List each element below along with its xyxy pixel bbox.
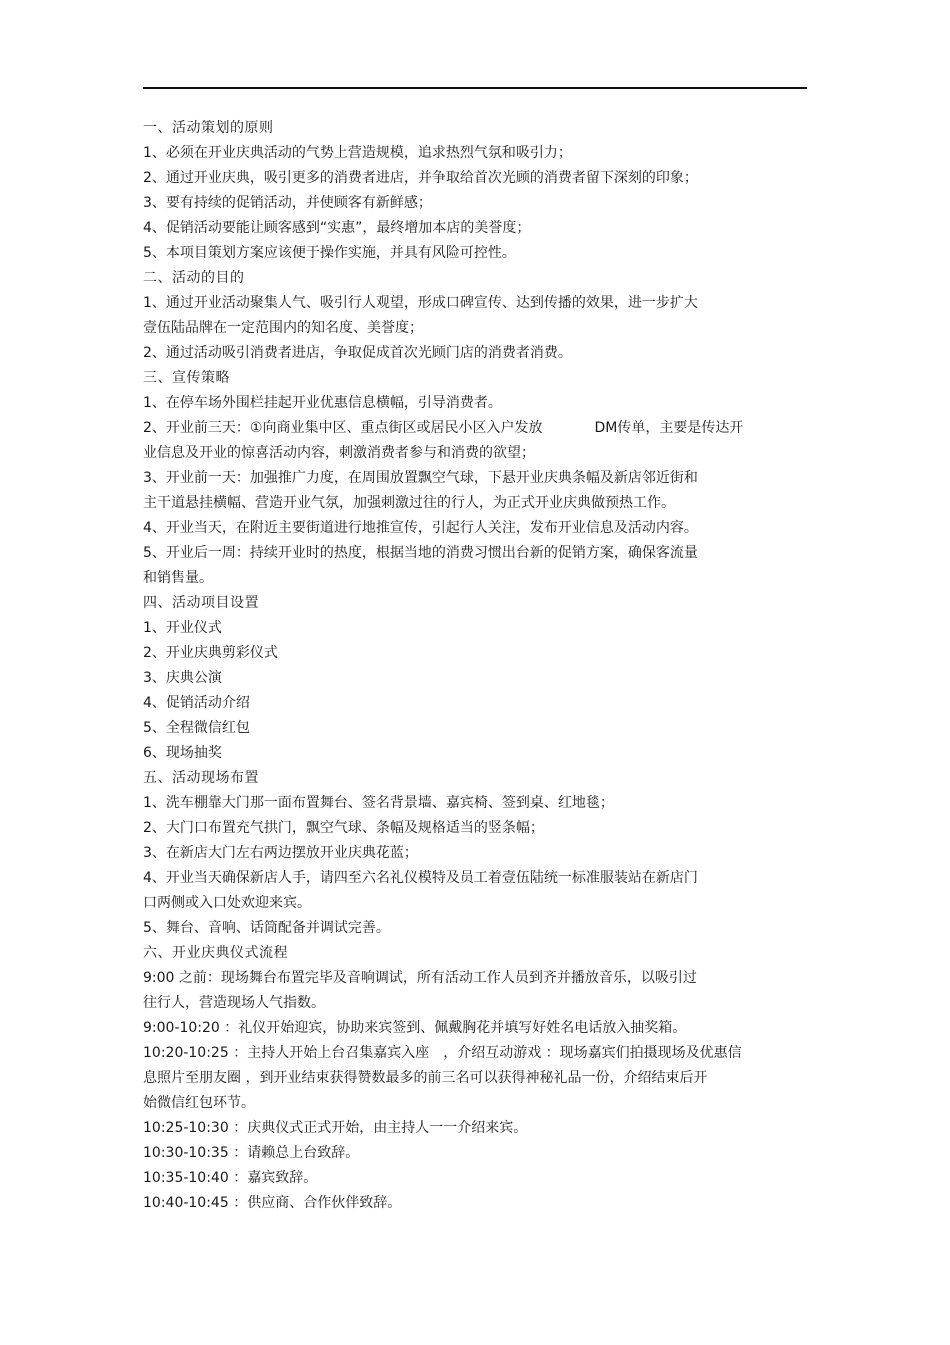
list-item: 3、庆典公演 [143,670,222,686]
document-body [143,116,803,1216]
text-line: 1、洗车棚靠大门那一面布置舞台、签名背景墙、嘉宾椅、签到桌、红地毯； [143,795,614,811]
schedule-line: 10:35-10:40 ：嘉宾致辞。 [143,1170,318,1186]
text-line: 和销售量。 [143,570,213,586]
section-heading-activities: 四、活动项目设置 [143,595,259,611]
text-line: 口两侧或入口处欢迎来宾。 [143,895,311,911]
section-heading-promotion: 三、宣传策略 [143,370,230,386]
section-heading-layout: 五、活动现场布置 [143,770,259,786]
text-line-split [143,416,803,441]
text-line: 1、通过开业活动聚集人气、吸引行人观望，形成口碑宣传、达到传播的效果，进一步扩大 [143,295,698,311]
text-line: 1、必须在开业庆典活动的气势上营造规模，追求热烈气氛和吸引力； [143,145,572,161]
text-line: 5、舞台、音响、话筒配备并调试完善。 [143,920,390,936]
text-line: 5、本项目策划方案应该便于操作实施，并具有风险可控性。 [143,245,516,261]
text-line: 2、通过活动吸引消费者进店，争取促成首次光顾门店的消费者消费。 [143,345,572,361]
text-line: 主干道悬挂横幅、营造开业气氛，加强刺激过往的行人，为正式开业庆典做预热工作。 [143,495,675,511]
text-line: 1、在停车场外围栏挂起开业优惠信息横幅，引导消费者。 [143,395,502,411]
text-line: 5、开业后一周：持续开业时的热度，根据当地的消费习惯出台新的促销方案，确保客流量 [143,545,698,561]
schedule-line: 10:30-10:35 ：请赖总上台致辞。 [143,1145,360,1161]
text-line: 3、开业前一天：加强推广力度，在周围放置飘空气球，下悬开业庆典条幅及新店邻近街和 [143,470,698,486]
list-item: 4、促销活动介绍 [143,695,250,711]
text-line: 2、大门口布置充气拱门，飘空气球、条幅及规格适当的竖条幅； [143,820,544,836]
schedule-line: 10:25-10:30 ：庆典仪式正式开始，由主持人一一介绍来宾。 [143,1120,528,1136]
text-line: 业信息及开业的惊喜活动内容，刺激消费者参与和消费的欲望； [143,445,535,461]
section-heading-ceremony-flow: 六、开业庆典仪式流程 [143,945,288,961]
schedule-line: 往行人，营造现场人气指数。 [143,995,325,1011]
text-line: 2、通过开业庆典，吸引更多的消费者进店，并争取给首次光顾的消费者留下深刻的印象； [143,170,698,186]
schedule-line: 10:20-10:25 ：主持人开始上台召集嘉宾入座 ，介绍互动游戏 ：现场嘉宾们拍摄现场及优惠信 [143,1045,742,1061]
list-item: 6、现场抽奖 [143,745,222,761]
section-heading-principles: 一、活动策划的原则 [143,120,274,136]
text-line: 4、开业当天，在附近主要街道进行地推宣传，引起行人关注，发布开业信息及活动内容。 [143,520,698,536]
schedule-line: 始微信红包环节。 [143,1095,255,1111]
text-line: 4、开业当天确保新店人手，请四至六名礼仪模特及员工着壹伍陆统一标准服装站在新店门 [143,870,698,886]
list-item: 5、全程微信红包 [143,720,250,736]
schedule-line: 9:00-10:20 ：礼仪开始迎宾，协助来宾签到、佩戴胸花并填写好姓名电话放入抽奖箱。 [143,1020,687,1036]
text-line: 4、促销活动要能让顾客感到“实惠”，最终增加本店的美誉度； [143,220,531,236]
schedule-line: 10:40-10:45 ：供应商、合作伙伴致辞。 [143,1195,402,1211]
schedule-line: 息照片至朋友圈 ，到开业结束获得赞数最多的前三名可以获得神秘礼品一份，介绍结束后开 [143,1070,708,1086]
list-item: 2、开业庆典剪彩仪式 [143,645,278,661]
schedule-line: 9:00 之前：现场舞台布置完毕及音响调试，所有活动工作人员到齐并播放音乐，以吸引过 [143,970,697,986]
section-heading-purpose: 二、活动的目的 [143,270,245,286]
header-rule [143,87,807,89]
split-line-right: DM传单，主要是传达开 [594,420,744,436]
list-item: 1、开业仪式 [143,620,222,636]
text-line: 壹伍陆品牌在一定范围内的知名度、美誉度； [143,320,423,336]
text-line: 3、要有持续的促销活动，并使顾客有新鲜感； [143,195,432,211]
text-line: 3、在新店大门左右两边摆放开业庆典花蓝； [143,845,418,861]
split-line-left: 2、开业前三天：①向商业集中区、重点街区或居民小区入户发放 [143,420,543,436]
